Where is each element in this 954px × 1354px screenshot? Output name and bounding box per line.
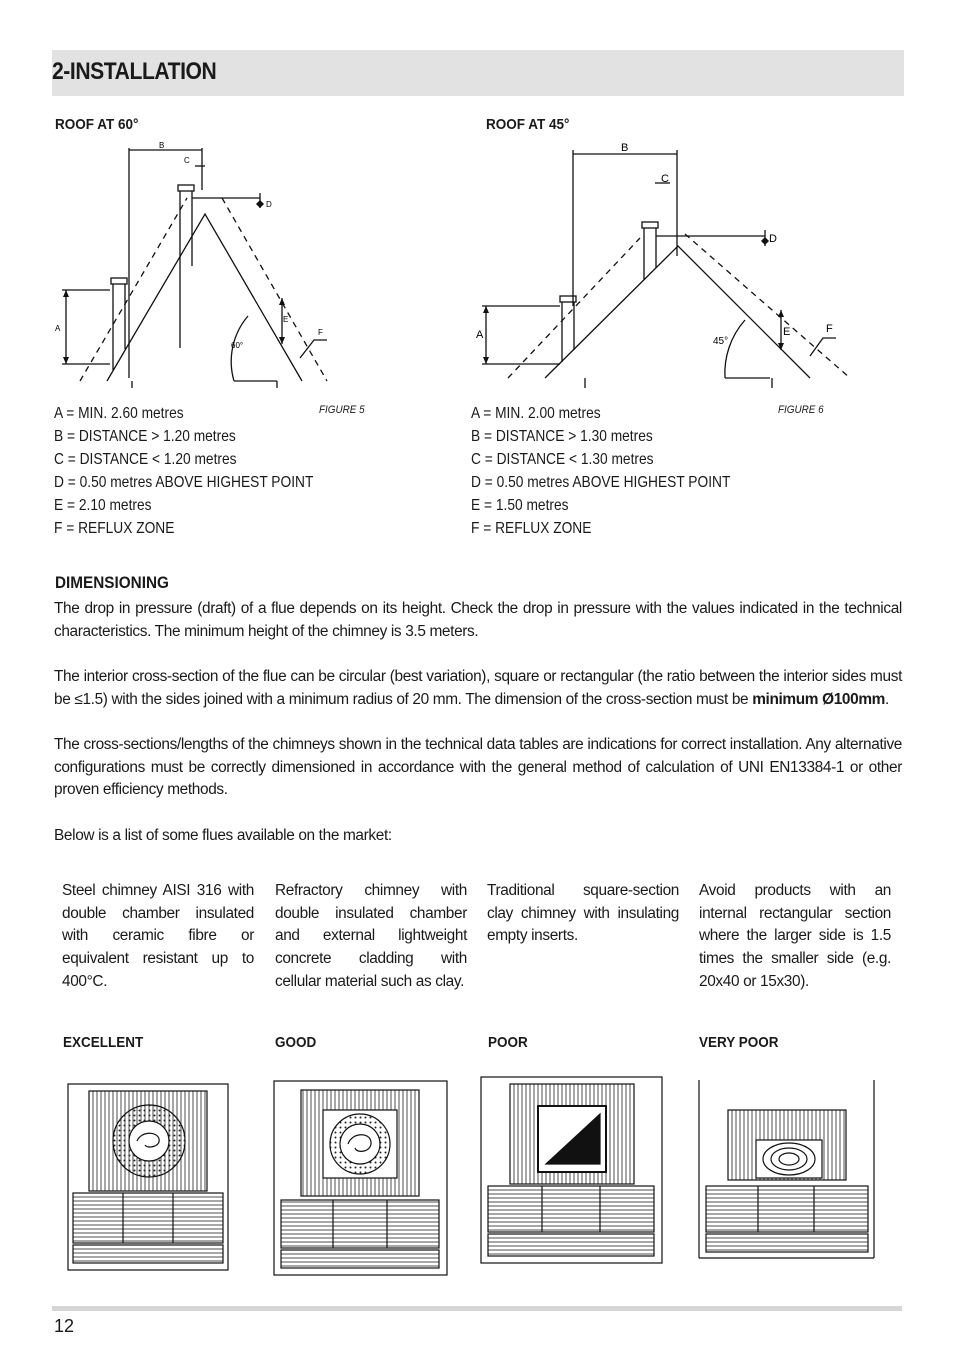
roof45-angle: 45° [713,336,729,347]
header-band [52,50,904,96]
rating-very-poor: VERY POOR [699,1034,779,1051]
rating-good: GOOD [275,1034,317,1051]
roof45-legend-c: C = DISTANCE < 1.30 metres [471,451,654,468]
flue-excellent-illustration [67,1083,229,1271]
roof45-label: ROOF AT 45° [486,116,570,133]
roof45-letter-a: A [476,329,484,341]
roof60-legend-b: B = DISTANCE > 1.20 metres [54,428,236,445]
roof60-letter-b: B [159,141,165,150]
roof60-legend [54,402,313,540]
roof60-legend-e: E = 2.10 metres [54,497,152,514]
roof60-letter-a: A [55,324,61,333]
roof60-figure-caption: FIGURE 5 [319,404,365,416]
flue-desc-poor: Traditional square-section clay chimney with insulating empty inserts. [487,882,679,945]
flue-desc-good: Refractory chimney with double insulated chamber and external lightweight concrete cladding with cellular material such as clay. [275,882,467,990]
roof60-legend-f: F = REFLUX ZONE [54,520,175,537]
dimensioning-paragraph-1: The drop in pressure (draft) of a flue depends on its height. Check the drop in pressure with the values indicated in the technical characteristics. The minimum height of the chimney is 3.5 meters. [54,600,902,640]
roof45-letter-b: B [621,142,629,154]
roof45-letter-f: F [826,323,833,335]
roof45-diagram [470,138,860,388]
p2-end: . [885,690,889,708]
p2-bold: minimum Ø100mm [752,690,885,708]
flue-desc-excellent: Steel chimney AISI 316 with double chamber insulated with ceramic fibre or equivalent resistant up to 400°C. [62,882,254,990]
flue-good-illustration [273,1080,448,1276]
roof45-legend-d: D = 0.50 metres ABOVE HIGHEST POINT [471,474,731,491]
roof60-legend-d: D = 0.50 metres ABOVE HIGHEST POINT [54,474,314,491]
rating-poor: POOR [488,1034,528,1051]
dimensioning-paragraph-4: Below is a list of some flues available on the market: [54,827,392,844]
flue-very-poor-illustration [698,1080,876,1260]
roof60-letter-d: D [266,200,272,209]
page-title: 2-INSTALLATION [52,58,217,85]
roof45-legend-b: B = DISTANCE > 1.30 metres [471,428,653,445]
flue-poor-illustration [480,1076,663,1264]
p2-text: The interior cross-section of the flue can be circular (best variation), square or rectangular (the ratio between the interior sides must be ≤1.5) with the sides joined with a minimum radius of 20 mm. The dimension of the cross-section must be [54,668,902,708]
roof45-letter-c: C [661,173,669,185]
footer-rule [52,1306,902,1311]
roof60-legend-c: C = DISTANCE < 1.20 metres [54,451,237,468]
roof60-letter-c: C [184,156,190,165]
dimensioning-paragraph-2 [54,666,902,711]
roof60-angle: 60° [231,341,244,350]
roof60-diagram [52,138,352,388]
roof60-letter-e: E [283,315,289,324]
roof45-letter-e: E [783,326,791,338]
flue-desc-very-poor: Avoid products with an internal rectangular section where the larger side is 1.5 times the smaller side (e.g. 20x40 or 15x30). [699,882,891,990]
dimensioning-paragraph-3: The cross-sections/lengths of the chimneys shown in the technical data tables are indications for correct installation. Any alternative configurations must be correctly dimensioned in accordance with the general method of calculation of UNI EN13384-1 or other proven efficiency methods. [54,736,902,798]
roof45-legend-f: F = REFLUX ZONE [471,520,592,537]
page-number: 12 [54,1316,75,1336]
dimensioning-heading: DIMENSIONING [55,573,169,592]
rating-excellent: EXCELLENT [63,1034,144,1051]
roof60-letter-f: F [318,328,323,337]
roof45-figure-caption: FIGURE 6 [778,404,824,416]
roof45-legend [471,402,730,540]
roof60-legend-a: A = MIN. 2.60 metres [54,405,184,422]
roof45-letter-d: D [769,233,777,245]
roof45-legend-e: E = 1.50 metres [471,497,569,514]
roof60-label: ROOF AT 60° [55,116,139,133]
roof45-legend-a: A = MIN. 2.00 metres [471,405,601,422]
